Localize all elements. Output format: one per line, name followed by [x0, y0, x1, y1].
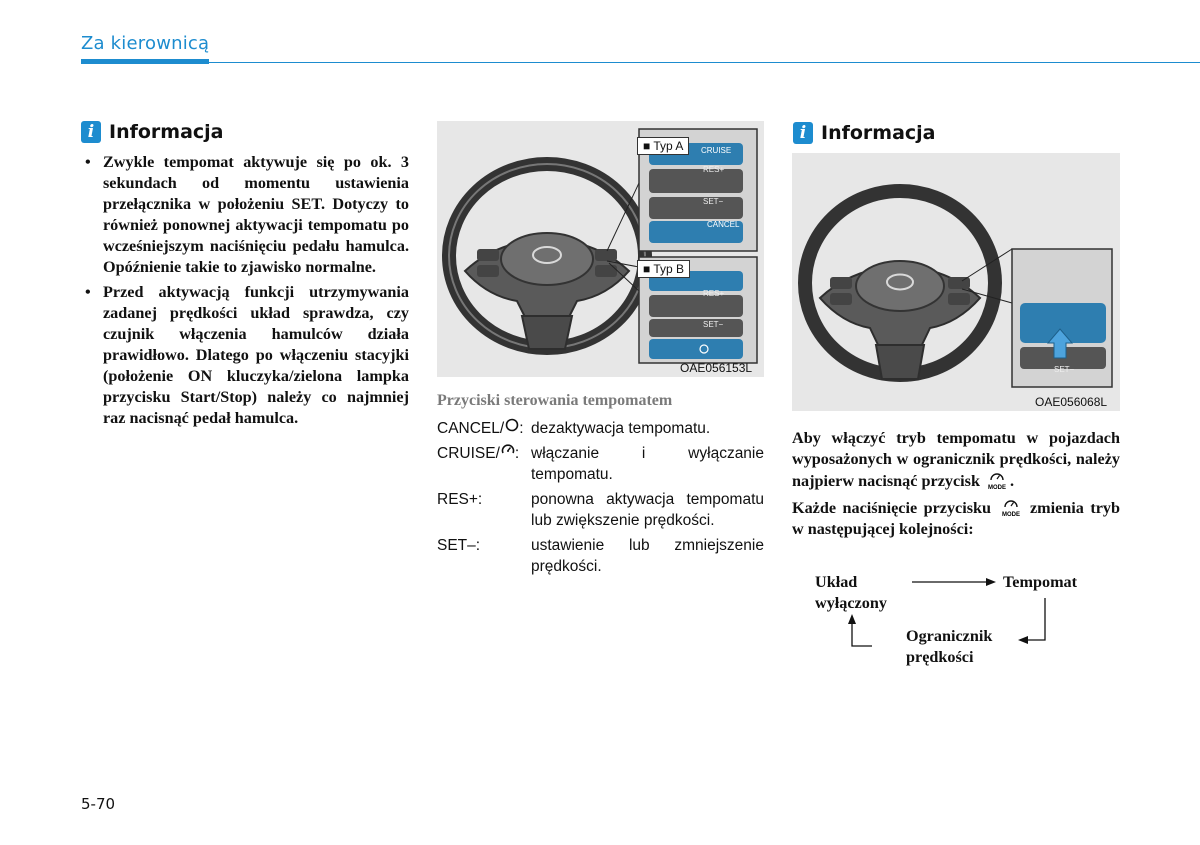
- cancel-button-label: CANCEL: [707, 220, 740, 229]
- definition-key: RES+:: [437, 491, 483, 508]
- definition-value: dezaktywacja tempomatu.: [531, 420, 711, 437]
- definition-value: ustawienie lub zmniejszenie prędkości.: [531, 537, 764, 575]
- definition-row: [437, 489, 764, 531]
- definition-key: SET–:: [437, 537, 481, 554]
- info-icon: i: [81, 121, 101, 143]
- mode-text: MODE: [988, 485, 1006, 490]
- flow-speed-limiter: Ogranicznik prędkości: [906, 627, 993, 666]
- steering-wheel-figure-left: [437, 121, 764, 377]
- cruise-key-label: CRUISE/: [437, 445, 500, 462]
- left-info-heading: [81, 121, 224, 143]
- controls-definition-list: [437, 418, 764, 581]
- definition-value: ponowna aktywacja tempomatu lub zwiększenie prędkości.: [531, 491, 764, 529]
- steering-wheel-figure-right: [792, 153, 1120, 411]
- res-button-label: RES+: [703, 289, 725, 298]
- set-button-label: SET−: [703, 320, 724, 329]
- right-info-title: Informacja: [821, 122, 936, 144]
- section-title: Za kierownicą: [81, 33, 210, 54]
- definition-key: CRUISE/ :: [437, 445, 520, 462]
- speedometer-icon: [501, 443, 515, 457]
- header-rule: [81, 62, 1200, 63]
- type-b-label: ■ Typ B: [637, 260, 690, 278]
- cancel-key-label: CANCEL/: [437, 420, 505, 437]
- type-a-label: ■ Typ A: [637, 137, 689, 155]
- arrow-right-icon: [986, 578, 996, 586]
- bullet-item: • Zwykle tempomat aktywuje się po ok. 3 sekundach od momentu ustawienia przełącznika w położeniu SET. Dotyczy to również ponownej aktywacji tempomatu po wcześniejszym naciśnięciu pedału hamulca. Opóźnienie takie to zjawisko normalne.: [81, 152, 409, 278]
- definition-key: CANCEL/ :: [437, 420, 524, 437]
- flow-cruise: Tempomat: [1003, 573, 1078, 591]
- arrow-left-icon: [1018, 636, 1028, 644]
- figure-code: OAE056153L: [680, 361, 753, 375]
- page-number: 5-70: [81, 795, 116, 813]
- set-button-label: SET−: [703, 197, 724, 206]
- mode-button-icon: [984, 470, 1010, 490]
- flow-system-off: Układ wyłączony: [815, 573, 887, 612]
- right-info-paragraph-1: Aby włączyć tryb tempomatu w pojazdach wyposażonych w ogranicznik prędkości, należy najpierw nacisnąć przycisk MODE .: [792, 429, 1120, 490]
- bullet-item: • Przed aktywacją funkcji utrzymywania zadanej prędkości układ sprawdza, czy czujnik włączenia hamulców działa prawidłowo. Dlatego po włączeniu stacyjki (położenie ON kluczyka/zielona lampka przycisku Start/Stop) należy co najmniej raz nacisnąć pedał hamulca.: [81, 282, 409, 429]
- steering-wheel-drawing: [449, 164, 645, 349]
- res-button-label: RES+: [703, 165, 725, 174]
- definition-row: [437, 418, 764, 439]
- left-info-bullets: [81, 152, 409, 433]
- right-info-heading: [793, 122, 936, 144]
- left-info-title: Informacja: [109, 121, 224, 143]
- definition-row: [437, 535, 764, 577]
- circle-icon: [505, 418, 519, 432]
- cruise-button-label: CRUISE: [701, 146, 732, 155]
- steering-wheel-illustration: [437, 121, 764, 377]
- definition-value: włączanie i wyłączanie tempomatu.: [531, 445, 764, 483]
- mode-text: MODE: [1001, 512, 1020, 517]
- arrow-up-icon: [848, 614, 856, 624]
- steering-wheel-drawing: [805, 191, 995, 379]
- info-icon: i: [793, 122, 813, 144]
- mode-sequence-arrows: [790, 560, 1070, 660]
- right-info-paragraph-2: Każde naciśnięcie przycisku MODE zmienia tryb w następującej kolejności:: [792, 499, 1121, 538]
- mode-button-icon: [998, 497, 1024, 517]
- set-button-label: SET−: [1054, 365, 1075, 374]
- figure-code: OAE056068L: [1035, 395, 1108, 409]
- controls-caption: Przyciski sterowania tempomatem: [437, 392, 673, 409]
- definition-row: [437, 443, 764, 485]
